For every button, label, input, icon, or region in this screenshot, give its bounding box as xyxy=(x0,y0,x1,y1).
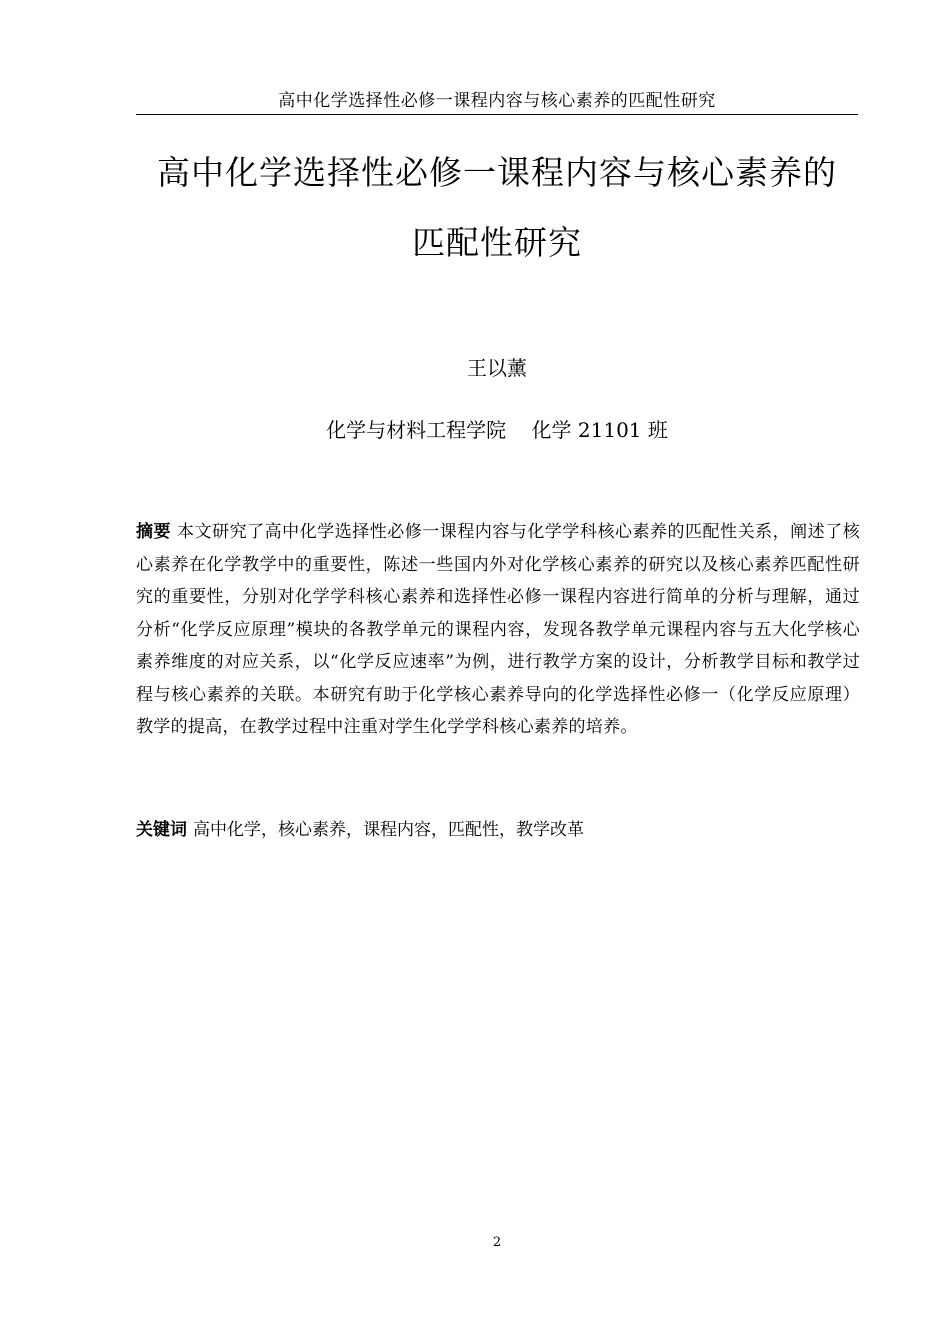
author-name: 王以薰 xyxy=(467,356,527,380)
title-line-1: 高中化学选择性必修一课程内容与核心素养的 xyxy=(157,153,837,192)
abstract xyxy=(136,516,860,744)
keywords xyxy=(136,814,860,846)
page-number: 2 xyxy=(492,1235,502,1250)
title-line-2: 匹配性研究 xyxy=(412,223,582,262)
author-affiliation: 化学与材料工程学院 化学 21101 班 xyxy=(326,418,668,442)
header-rule xyxy=(136,114,858,115)
abstract-label: 摘要 xyxy=(136,522,172,542)
keywords-text: 高中化学，核心素养，课程内容，匹配性，教学改革 xyxy=(193,820,584,840)
keywords-label: 关键词 xyxy=(136,820,187,840)
abstract-text: 本文研究了高中化学选择性必修一课程内容与化学学科核心素养的匹配性关系，阐述了核心素养在化学教学中的重要性，陈述一些国内外对化学核心素养的研究以及核心素养匹配性研究的重要性，分别对化学学科核心素养和选择性必修一课程内容进行简单的分析与理解，通过分析“化学反应原理”模块的各教学单元的课程内容，发现各教学单元课程内容与五大化学核心素养维度的对应关系，以“化学反应速率”为例，进行教学方案的设计，分析教学目标和教学过程与核心素养的关联。本研究有助于化学核心素养导向的化学选择性必修一（化学反应原理）教学的提高，在教学过程中注重对学生化学学科核心素养的培养。 xyxy=(136,522,860,737)
paper-title xyxy=(100,138,894,278)
running-header: 高中化学选择性必修一课程内容与核心素养的匹配性研究 xyxy=(278,91,716,111)
